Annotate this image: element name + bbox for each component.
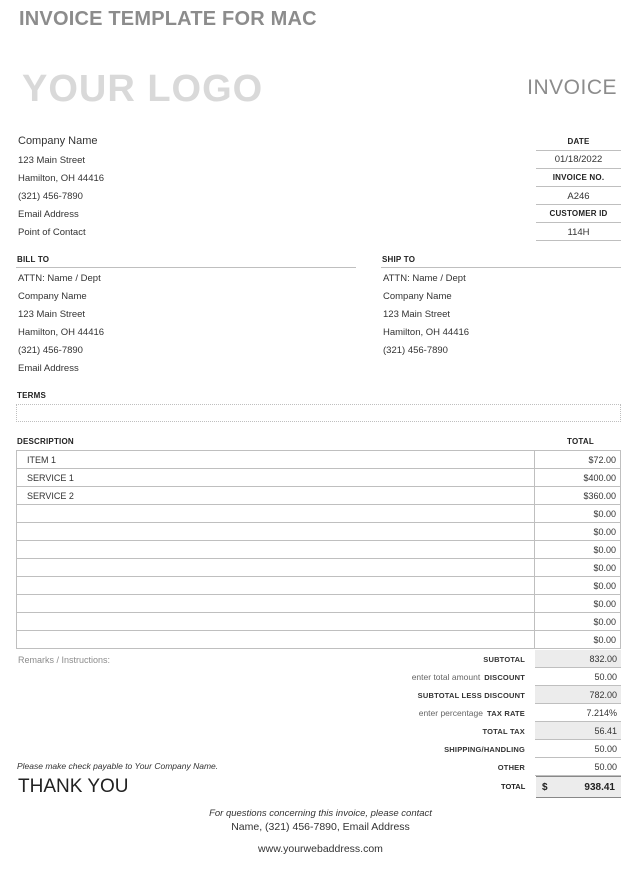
- item-total: $0.00: [535, 523, 621, 541]
- tax-rate-row: [330, 704, 621, 722]
- table-row[interactable]: [17, 523, 621, 541]
- table-row[interactable]: [17, 451, 621, 469]
- bill-to-city: Hamilton, OH 44416: [18, 327, 105, 338]
- item-total: $360.00: [535, 487, 621, 505]
- item-total: $0.00: [535, 613, 621, 631]
- subtotal-less-value: 782.00: [535, 686, 621, 704]
- ship-to-divider: [381, 267, 621, 268]
- customer-id-value: 114H: [567, 227, 590, 238]
- bill-to-company: Company Name: [18, 291, 87, 302]
- grand-total-box: [536, 776, 621, 798]
- terms-label: TERMS: [17, 391, 46, 400]
- item-description[interactable]: [17, 523, 535, 541]
- table-row[interactable]: [17, 469, 621, 487]
- date-label: DATE: [567, 137, 590, 146]
- divider: [536, 240, 621, 241]
- customer-id-label: CUSTOMER ID: [549, 209, 608, 218]
- total-header: TOTAL: [567, 437, 594, 446]
- bill-to-address: 123 Main Street: [18, 309, 86, 320]
- invoice-no-value: A246: [567, 191, 590, 202]
- tax-rate-label: TAX RATE: [487, 709, 525, 718]
- divider: [536, 222, 621, 223]
- shipping-input[interactable]: 50.00: [535, 740, 621, 758]
- item-total: $0.00: [535, 595, 621, 613]
- divider: [536, 150, 621, 151]
- subtotal-less-row: [330, 686, 621, 704]
- bill-to-divider: [16, 267, 356, 268]
- terms-field[interactable]: [16, 404, 621, 422]
- item-description[interactable]: ITEM 1: [17, 451, 535, 469]
- item-total: $0.00: [535, 541, 621, 559]
- shipping-row: [330, 740, 621, 758]
- seller-city: Hamilton, OH 44416: [18, 173, 105, 184]
- other-row: [330, 758, 621, 776]
- remarks-label: Remarks / Instructions:: [18, 655, 111, 665]
- tax-rate-input[interactable]: 7.214%: [535, 704, 621, 722]
- discount-hint: enter total amount: [411, 672, 481, 682]
- bill-to-label: BILL TO: [17, 255, 50, 264]
- other-input[interactable]: 50.00: [535, 758, 621, 776]
- item-total: $0.00: [535, 505, 621, 523]
- other-label: OTHER: [497, 763, 525, 772]
- bill-to-phone: (321) 456-7890: [18, 345, 83, 356]
- footer-contact: Name, (321) 456-7890, Email Address: [231, 821, 410, 833]
- date-value: 01/18/2022: [554, 154, 603, 165]
- divider: [536, 168, 621, 169]
- divider: [536, 204, 621, 205]
- ship-to-label: SHIP TO: [382, 255, 416, 264]
- ship-to-address: 123 Main Street: [383, 309, 451, 320]
- table-row[interactable]: [17, 613, 621, 631]
- line-items-table: [16, 450, 621, 649]
- seller-email: Email Address: [18, 209, 79, 220]
- subtotal-value: 832.00: [535, 650, 621, 668]
- item-description[interactable]: [17, 505, 535, 523]
- table-row[interactable]: [17, 505, 621, 523]
- bill-to-attn: ATTN: Name / Dept: [18, 273, 101, 284]
- ship-to-phone: (321) 456-7890: [383, 345, 448, 356]
- description-header: DESCRIPTION: [17, 437, 74, 446]
- thank-you: THANK YOU: [18, 776, 129, 797]
- divider: [536, 186, 621, 187]
- logo-placeholder: YOUR LOGO: [22, 68, 264, 110]
- bill-to-email: Email Address: [18, 363, 79, 374]
- footer-website[interactable]: www.yourwebaddress.com: [258, 843, 383, 855]
- item-description[interactable]: [17, 595, 535, 613]
- table-row[interactable]: [17, 631, 621, 649]
- table-row[interactable]: [17, 559, 621, 577]
- item-total: $400.00: [535, 469, 621, 487]
- item-total: $0.00: [535, 559, 621, 577]
- tax-rate-hint: enter percentage: [418, 708, 483, 718]
- item-total: $0.00: [535, 631, 621, 649]
- ship-to-attn: ATTN: Name / Dept: [383, 273, 466, 284]
- table-row[interactable]: [17, 487, 621, 505]
- subtotal-row: [330, 650, 621, 668]
- grand-total-label: TOTAL: [501, 782, 526, 791]
- item-description[interactable]: [17, 613, 535, 631]
- item-description[interactable]: [17, 631, 535, 649]
- invoice-no-label: INVOICE NO.: [552, 173, 605, 182]
- total-tax-label: TOTAL TAX: [482, 727, 525, 736]
- item-total: $72.00: [535, 451, 621, 469]
- discount-row: [330, 668, 621, 686]
- page-title: INVOICE TEMPLATE FOR MAC: [19, 8, 317, 30]
- item-description[interactable]: [17, 541, 535, 559]
- invoice-heading: INVOICE: [527, 76, 617, 99]
- discount-input[interactable]: 50.00: [535, 668, 621, 686]
- seller-phone: (321) 456-7890: [18, 191, 83, 202]
- subtotal-less-label: SUBTOTAL LESS DISCOUNT: [417, 691, 525, 700]
- item-description[interactable]: [17, 559, 535, 577]
- table-row[interactable]: [17, 541, 621, 559]
- ship-to-city: Hamilton, OH 44416: [383, 327, 470, 338]
- item-description[interactable]: [17, 577, 535, 595]
- grand-total-value: 938.41: [584, 782, 615, 793]
- total-tax-row: [330, 722, 621, 740]
- table-row[interactable]: [17, 577, 621, 595]
- item-description[interactable]: SERVICE 1: [17, 469, 535, 487]
- table-row[interactable]: [17, 595, 621, 613]
- seller-address: 123 Main Street: [18, 155, 86, 166]
- seller-company-name: Company Name: [18, 135, 98, 147]
- payable-note: Please make check payable to Your Company Name.: [17, 761, 219, 771]
- subtotal-label: SUBTOTAL: [483, 655, 525, 664]
- item-total: $0.00: [535, 577, 621, 595]
- footer-questions: For questions concerning this invoice, please contact: [209, 808, 432, 819]
- shipping-label: SHIPPING/HANDLING: [444, 745, 525, 754]
- item-description[interactable]: SERVICE 2: [17, 487, 535, 505]
- currency-symbol: $: [542, 782, 548, 793]
- discount-label: DISCOUNT: [484, 673, 525, 682]
- seller-contact: Point of Contact: [18, 227, 86, 238]
- total-tax-value: 56.41: [535, 722, 621, 740]
- ship-to-company: Company Name: [383, 291, 452, 302]
